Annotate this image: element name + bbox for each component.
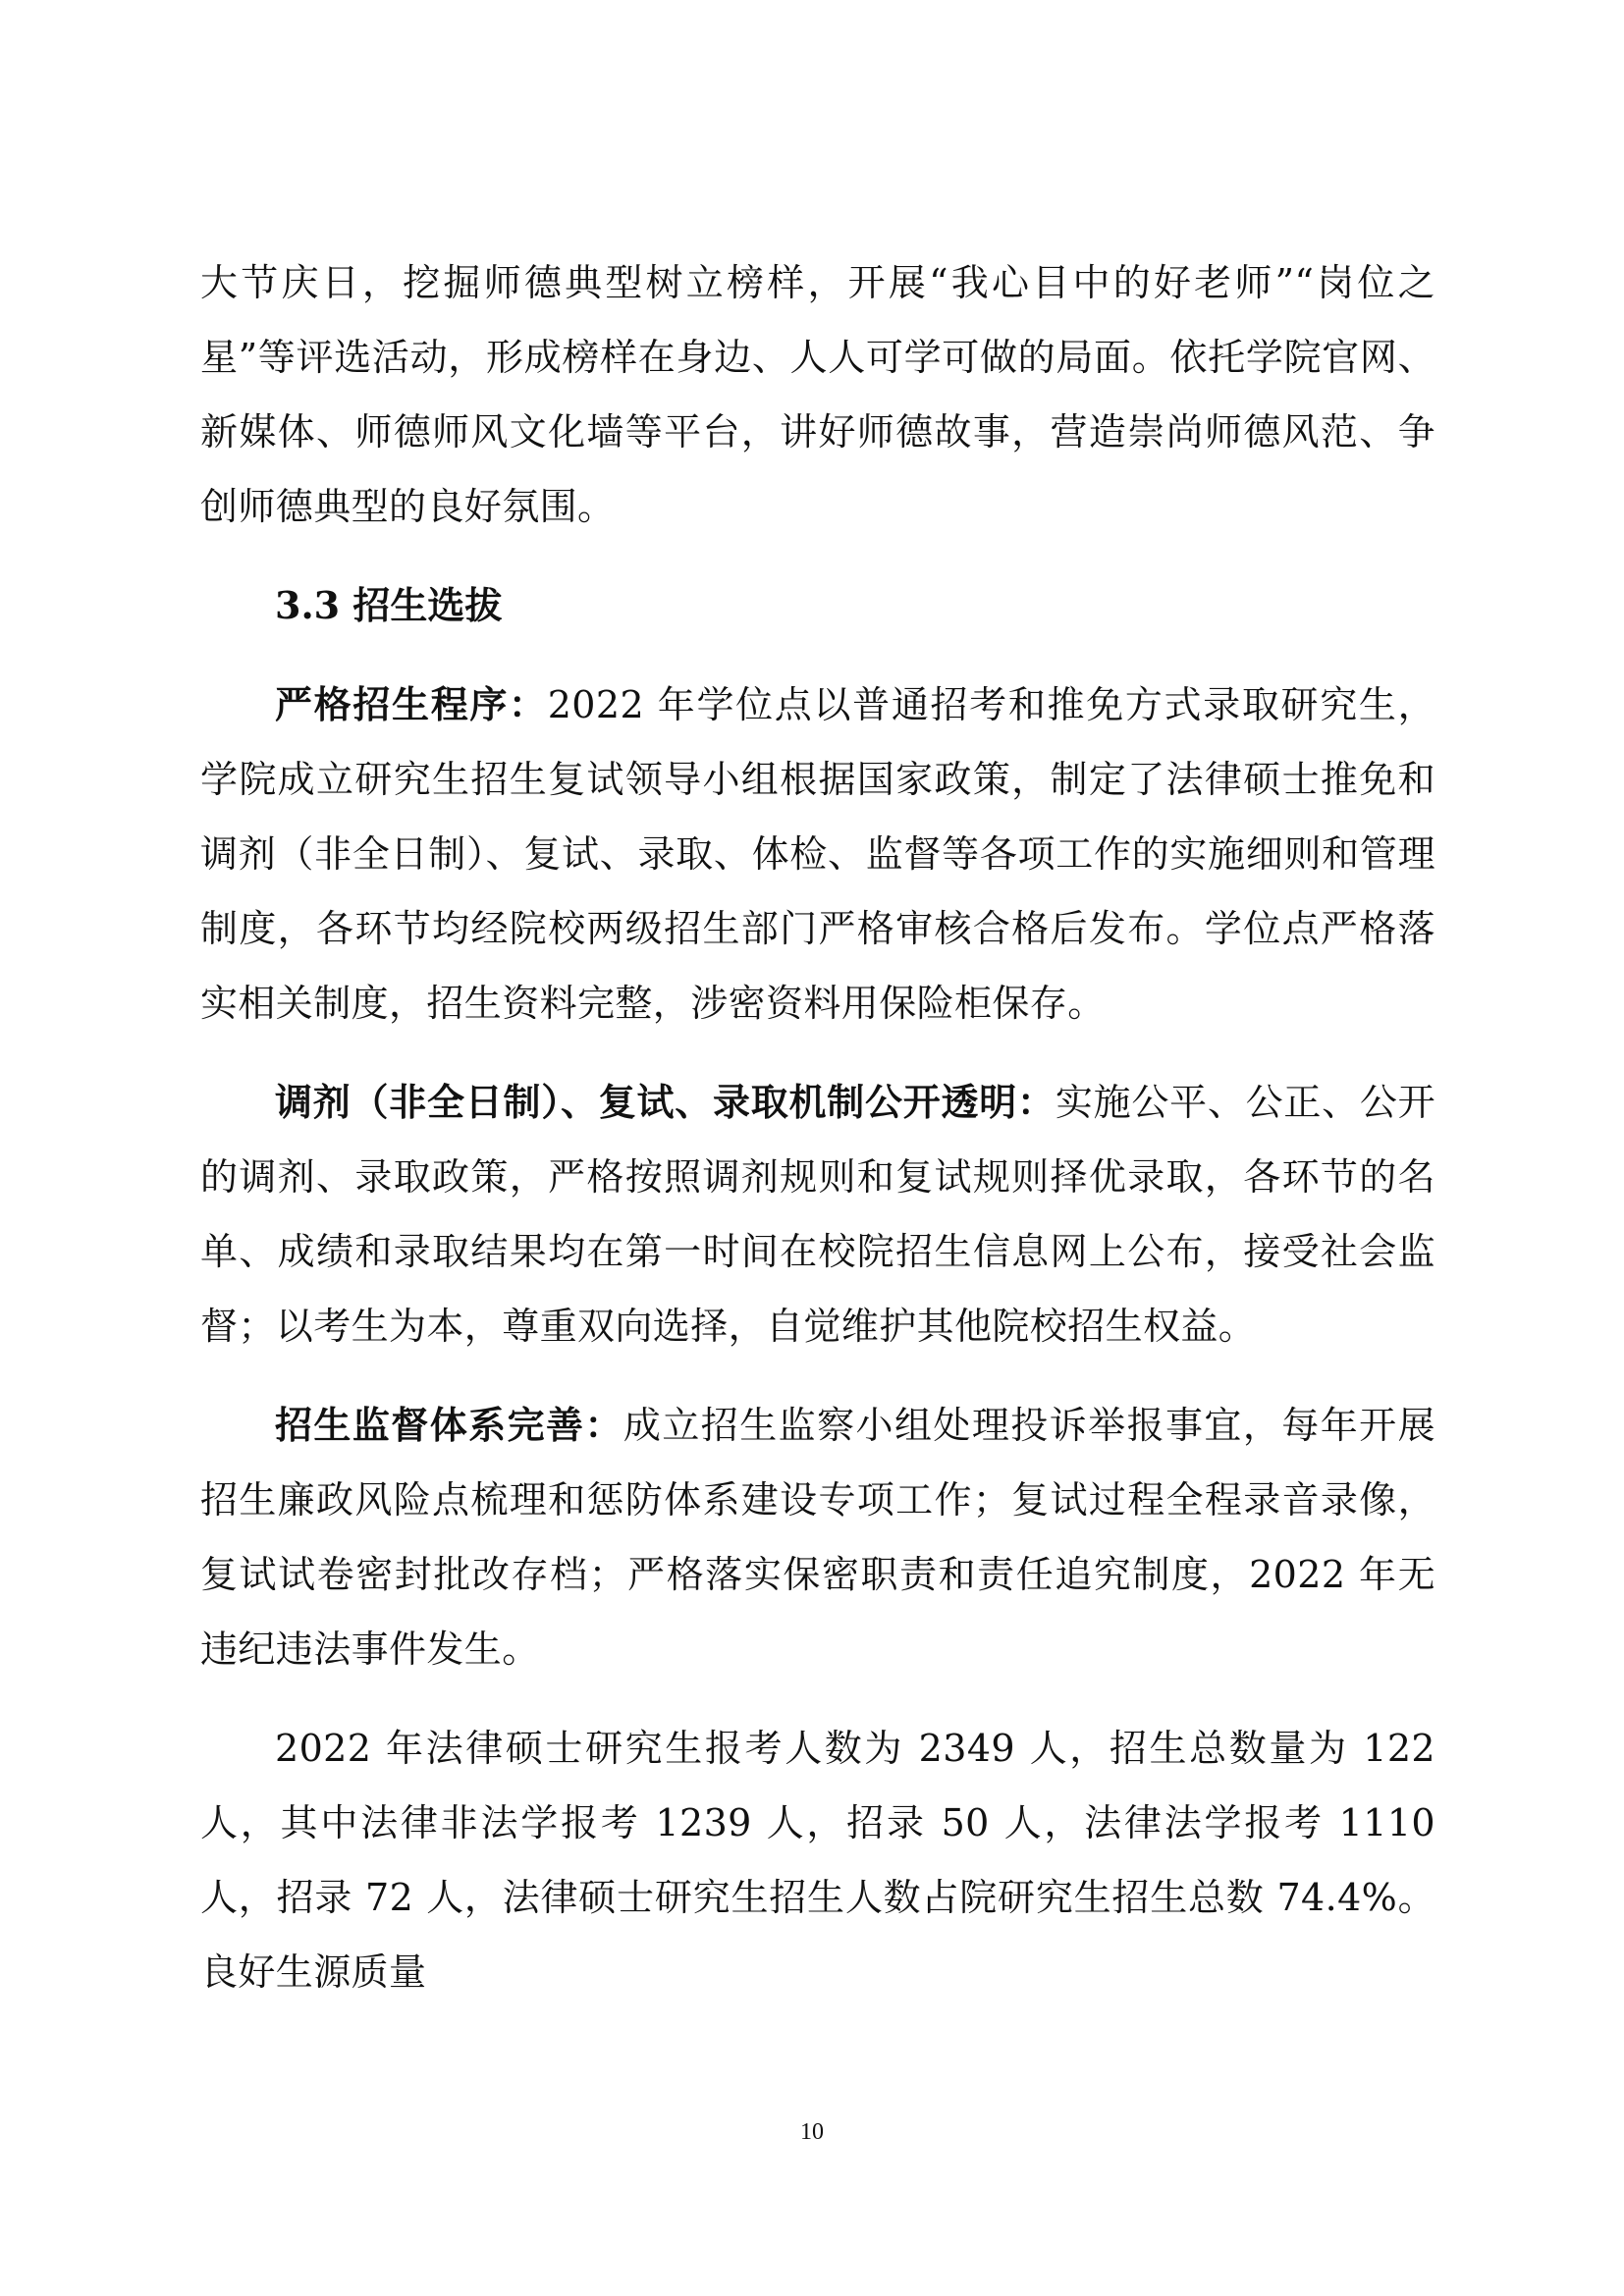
paragraph-lead: 招生监督体系完善：	[275, 1403, 623, 1447]
section-heading: 3.3 招生选拔	[275, 583, 503, 627]
paragraph-transparency	[200, 1065, 1435, 1363]
paragraph-lead: 严格招生程序：	[275, 682, 548, 726]
paragraph-lead: 调剂（非全日制）、复试、录取机制公开透明：	[275, 1080, 1056, 1124]
page-number: 10	[800, 2119, 824, 2145]
paragraph-text: 成立招生监察小组处理投诉举报事宜，每年开展招生廉政风险点梳理和惩防体系建设专项工作；复试过程全程录音录像，复试试卷密封批改存档；严格落实保密职责和责任追究制度，2022 年无违纪违法事件发生。	[200, 1404, 1436, 1671]
paragraph-supervision	[200, 1388, 1435, 1686]
paragraph-continued: 大节庆日，挖掘师德典型树立榜样，开展“我心目中的好老师”“岗位之星”等评选活动，形成榜样在身边、人人可学可做的局面。依托学院官网、新媒体、师德师风文化墙等平台，讲好师德故事，营造崇尚师德风范、争创师德典型的良好氛围。	[200, 261, 1435, 528]
paragraph-admission-procedure	[200, 667, 1435, 1041]
paragraph-text: 实施公平、公正、公开的调剂、录取政策，严格按照调剂规则和复试规则择优录取，各环节的名单、成绩和录取结果均在第一时间在校院招生信息网上公布，接受社会监督；以考生为本，尊重双向选择，自觉维护其他院校招生权益。	[200, 1081, 1435, 1348]
paragraph-statistics: 2022 年法律硕士研究生报考人数为 2349 人，招生总数量为 122 人，其中法律非法学报考 1239 人，招录 50 人，法律法学报考 1110 人，招录 72 人，法律硕士研究生招生人数占院研究生招生总数 74.4%。良好生源质量	[200, 1727, 1435, 1994]
paragraph-text: 2022 年学位点以普通招考和推免方式录取研究生，学院成立研究生招生复试领导小组根据国家政策，制定了法律硕士推免和调剂（非全日制）、复试、录取、体检、监督等各项工作的实施细则和管理制度，各环节均经院校两级招生部门严格审核合格后发布。学位点严格落实相关制度，招生资料完整，涉密资料用保险柜保存。	[200, 683, 1435, 1025]
document-body	[200, 245, 1435, 2034]
